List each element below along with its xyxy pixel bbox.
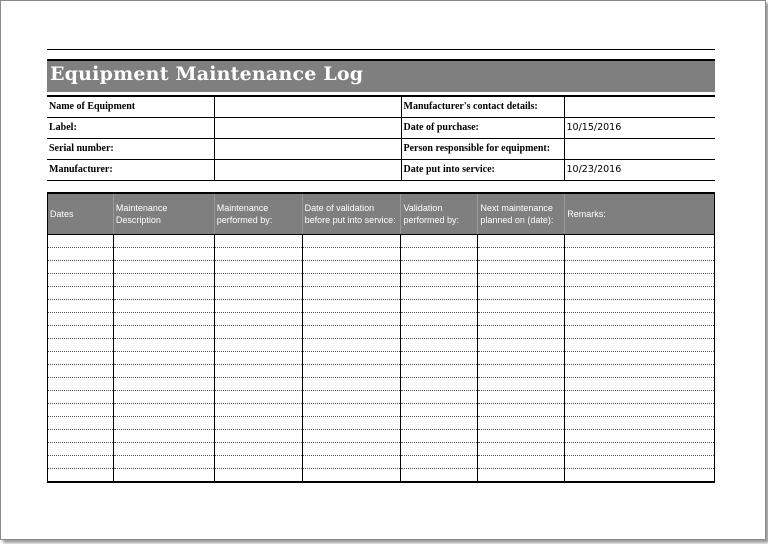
log-cell[interactable] — [113, 456, 214, 469]
table-row — [48, 391, 715, 404]
log-cell[interactable] — [302, 430, 401, 443]
log-cell[interactable] — [302, 456, 401, 469]
log-cell[interactable] — [214, 261, 302, 274]
log-cell[interactable] — [214, 378, 302, 391]
table-row — [48, 339, 715, 352]
info-value-input[interactable]: 10/23/2016 — [564, 160, 715, 181]
log-cell[interactable] — [565, 417, 715, 430]
info-row — [47, 96, 715, 118]
info-label: Date of purchase: — [401, 118, 564, 139]
log-cell[interactable] — [48, 378, 114, 391]
log-cell[interactable] — [113, 300, 214, 313]
log-cell[interactable] — [113, 417, 214, 430]
info-value-input[interactable] — [214, 139, 401, 160]
log-cell[interactable] — [214, 469, 302, 483]
equipment-info-table — [47, 95, 715, 181]
table-row — [48, 300, 715, 313]
log-cell[interactable] — [113, 313, 214, 326]
log-cell[interactable] — [302, 326, 401, 339]
log-cell[interactable] — [478, 261, 565, 274]
log-column-header: Validation performed by: — [401, 193, 478, 235]
log-cell[interactable] — [401, 326, 478, 339]
log-cell[interactable] — [478, 365, 565, 378]
log-cell[interactable] — [302, 378, 401, 391]
log-cell[interactable] — [48, 326, 114, 339]
log-cell[interactable] — [214, 404, 302, 417]
log-cell[interactable] — [214, 443, 302, 456]
log-cell[interactable] — [48, 248, 114, 261]
log-cell[interactable] — [565, 365, 715, 378]
log-cell[interactable] — [565, 430, 715, 443]
log-cell[interactable] — [48, 456, 114, 469]
log-cell[interactable] — [302, 235, 401, 248]
log-cell[interactable] — [565, 261, 715, 274]
info-value-input[interactable] — [214, 118, 401, 139]
log-cell[interactable] — [302, 274, 401, 287]
log-cell[interactable] — [302, 352, 401, 365]
log-cell[interactable] — [478, 391, 565, 404]
table-row — [48, 417, 715, 430]
log-cell[interactable] — [565, 391, 715, 404]
log-cell[interactable] — [565, 313, 715, 326]
info-row — [47, 118, 715, 139]
log-cell[interactable] — [401, 469, 478, 483]
log-cell[interactable] — [48, 235, 114, 248]
log-cell[interactable] — [113, 430, 214, 443]
log-cell[interactable] — [214, 365, 302, 378]
log-cell[interactable] — [48, 313, 114, 326]
log-cell[interactable] — [48, 261, 114, 274]
table-row — [48, 313, 715, 326]
log-cell[interactable] — [113, 365, 214, 378]
log-cell[interactable] — [565, 456, 715, 469]
log-cell[interactable] — [565, 443, 715, 456]
log-cell[interactable] — [565, 287, 715, 300]
table-row — [48, 261, 715, 274]
log-cell[interactable] — [401, 430, 478, 443]
log-cell[interactable] — [478, 456, 565, 469]
info-label: Manufacturer's contact details: — [401, 96, 564, 118]
log-cell[interactable] — [214, 287, 302, 300]
info-row — [47, 160, 715, 181]
log-cell[interactable] — [113, 469, 214, 483]
log-cell[interactable] — [214, 274, 302, 287]
info-label: Date put into service: — [401, 160, 564, 181]
log-cell[interactable] — [302, 313, 401, 326]
table-row — [48, 378, 715, 391]
info-row — [47, 139, 715, 160]
log-cell[interactable] — [214, 456, 302, 469]
table-row — [48, 365, 715, 378]
log-cell[interactable] — [48, 417, 114, 430]
log-cell[interactable] — [302, 248, 401, 261]
log-cell[interactable] — [401, 248, 478, 261]
log-cell[interactable] — [478, 352, 565, 365]
log-cell[interactable] — [565, 404, 715, 417]
log-cell[interactable] — [214, 417, 302, 430]
page-title: Equipment Maintenance Log — [50, 63, 364, 85]
log-cell[interactable] — [302, 300, 401, 313]
log-cell[interactable] — [302, 339, 401, 352]
table-row — [48, 456, 715, 469]
log-cell[interactable] — [401, 339, 478, 352]
log-cell[interactable] — [48, 300, 114, 313]
log-cell[interactable] — [565, 274, 715, 287]
log-cell[interactable] — [478, 313, 565, 326]
log-cell[interactable] — [478, 300, 565, 313]
log-cell[interactable] — [401, 300, 478, 313]
log-cell[interactable] — [478, 248, 565, 261]
title-bar — [47, 59, 715, 92]
log-cell[interactable] — [113, 287, 214, 300]
log-cell[interactable] — [302, 287, 401, 300]
log-cell[interactable] — [478, 378, 565, 391]
log-column-header: Maintenance performed by: — [214, 193, 302, 235]
log-cell[interactable] — [565, 300, 715, 313]
log-cell[interactable] — [401, 404, 478, 417]
log-cell[interactable] — [302, 443, 401, 456]
log-cell[interactable] — [113, 274, 214, 287]
log-cell[interactable] — [401, 352, 478, 365]
info-value-input[interactable] — [214, 160, 401, 181]
table-row — [48, 430, 715, 443]
log-cell[interactable] — [401, 235, 478, 248]
log-cell[interactable] — [401, 456, 478, 469]
log-cell[interactable] — [302, 261, 401, 274]
log-cell[interactable] — [478, 469, 565, 483]
log-column-header: Dates — [48, 193, 114, 235]
log-cell[interactable] — [565, 378, 715, 391]
info-value-input[interactable] — [564, 96, 715, 118]
table-row — [48, 326, 715, 339]
log-cell[interactable] — [113, 339, 214, 352]
log-cell[interactable] — [214, 313, 302, 326]
table-row — [48, 443, 715, 456]
log-cell[interactable] — [48, 339, 114, 352]
log-cell[interactable] — [302, 391, 401, 404]
log-cell[interactable] — [478, 443, 565, 456]
log-cell[interactable] — [113, 261, 214, 274]
log-cell[interactable] — [478, 339, 565, 352]
log-cell[interactable] — [302, 365, 401, 378]
log-cell[interactable] — [214, 339, 302, 352]
log-cell[interactable] — [113, 326, 214, 339]
log-cell[interactable] — [401, 443, 478, 456]
log-cell[interactable] — [214, 391, 302, 404]
log-cell[interactable] — [214, 248, 302, 261]
log-cell[interactable] — [214, 235, 302, 248]
log-cell[interactable] — [478, 287, 565, 300]
info-label: Person responsible for equipment: — [401, 139, 564, 160]
table-row — [48, 248, 715, 261]
log-cell[interactable] — [565, 326, 715, 339]
log-cell[interactable] — [48, 274, 114, 287]
log-column-header: Next maintenance planned on (date): — [478, 193, 565, 235]
log-cell[interactable] — [48, 287, 114, 300]
log-column-header: Remarks: — [565, 193, 715, 235]
info-label: Serial number: — [47, 139, 214, 160]
log-cell[interactable] — [48, 391, 114, 404]
table-row — [48, 469, 715, 483]
log-cell[interactable] — [401, 417, 478, 430]
log-cell[interactable] — [48, 430, 114, 443]
info-label: Manufacturer: — [47, 160, 214, 181]
log-cell[interactable] — [478, 404, 565, 417]
log-cell[interactable] — [565, 248, 715, 261]
log-cell[interactable] — [214, 352, 302, 365]
log-cell[interactable] — [478, 417, 565, 430]
log-cell[interactable] — [565, 339, 715, 352]
info-value-input[interactable] — [214, 96, 401, 118]
log-cell[interactable] — [113, 235, 214, 248]
log-cell[interactable] — [401, 391, 478, 404]
maintenance-log-table — [47, 192, 715, 483]
log-cell[interactable] — [113, 404, 214, 417]
info-value-input[interactable]: 10/15/2016 — [564, 118, 715, 139]
log-cell[interactable] — [478, 274, 565, 287]
log-cell[interactable] — [478, 326, 565, 339]
log-cell[interactable] — [48, 469, 114, 483]
log-cell[interactable] — [401, 313, 478, 326]
table-row — [48, 235, 715, 248]
log-cell[interactable] — [478, 430, 565, 443]
table-row — [48, 404, 715, 417]
log-cell[interactable] — [565, 469, 715, 483]
table-row — [48, 274, 715, 287]
log-cell[interactable] — [113, 391, 214, 404]
log-cell[interactable] — [401, 274, 478, 287]
log-cell[interactable] — [113, 378, 214, 391]
log-cell[interactable] — [401, 261, 478, 274]
log-cell[interactable] — [113, 248, 214, 261]
log-cell[interactable] — [48, 352, 114, 365]
table-row — [48, 352, 715, 365]
table-row — [48, 287, 715, 300]
log-cell[interactable] — [565, 352, 715, 365]
log-cell[interactable] — [401, 365, 478, 378]
log-cell[interactable] — [214, 430, 302, 443]
log-cell[interactable] — [113, 443, 214, 456]
log-cell[interactable] — [401, 287, 478, 300]
log-cell[interactable] — [302, 404, 401, 417]
log-cell[interactable] — [48, 365, 114, 378]
log-column-header: Maintenance Description — [113, 193, 214, 235]
log-cell[interactable] — [302, 469, 401, 483]
log-cell[interactable] — [302, 417, 401, 430]
log-cell[interactable] — [48, 404, 114, 417]
info-value-input[interactable] — [564, 139, 715, 160]
info-label: Label: — [47, 118, 214, 139]
log-column-header: Date of validation before put into service: — [302, 193, 401, 235]
log-cell[interactable] — [214, 326, 302, 339]
log-cell[interactable] — [478, 235, 565, 248]
log-cell[interactable] — [48, 443, 114, 456]
info-label: Name of Equipment — [47, 96, 214, 118]
log-header-row — [48, 193, 715, 235]
log-cell[interactable] — [565, 235, 715, 248]
log-cell[interactable] — [113, 352, 214, 365]
log-cell[interactable] — [214, 300, 302, 313]
log-cell[interactable] — [401, 378, 478, 391]
